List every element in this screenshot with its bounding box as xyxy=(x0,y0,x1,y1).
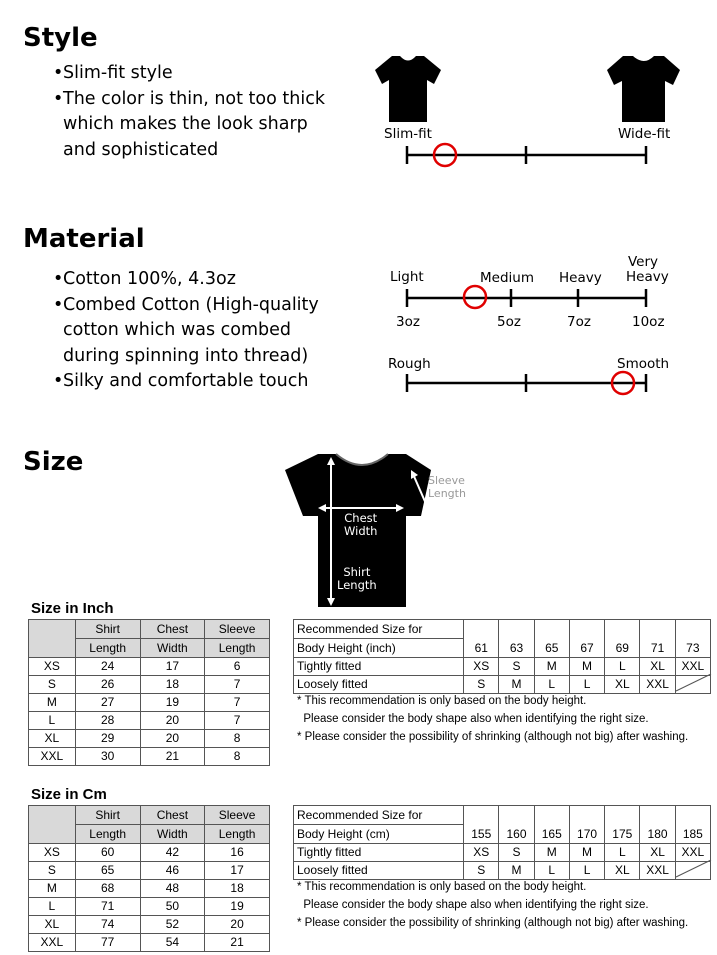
loose-label: Loosely fitted xyxy=(294,676,464,694)
table-row xyxy=(294,862,711,880)
value-cell: 17 xyxy=(140,658,205,676)
size-cell: M xyxy=(499,676,534,694)
size-cell: M xyxy=(29,694,76,712)
size-cell: S xyxy=(464,676,499,694)
col-chest-width-2: Width xyxy=(140,825,205,844)
height-cell: 65 xyxy=(534,620,569,658)
value-cell: 42 xyxy=(140,844,205,862)
size-cell: M xyxy=(534,658,569,676)
size-cell xyxy=(675,862,710,880)
table-row xyxy=(29,658,270,676)
col-sleeve-length: Sleeve xyxy=(205,806,270,825)
col-chest-width-2: Width xyxy=(140,639,205,658)
col-shirt-length-2: Length xyxy=(75,639,140,658)
size-cell: XL xyxy=(640,658,675,676)
height-cell: 69 xyxy=(605,620,640,658)
value-cell: 52 xyxy=(140,916,205,934)
style-bullet-2: • The color is thin, not too thick which makes the look sharp and sophisticated xyxy=(53,87,343,164)
value-cell: 17 xyxy=(205,862,270,880)
value-cell: 30 xyxy=(75,748,140,766)
table-row xyxy=(294,658,711,676)
col-chest-width: Chest xyxy=(140,806,205,825)
value-cell: 26 xyxy=(75,676,140,694)
tick-7oz: 7oz xyxy=(567,314,591,330)
value-cell: 46 xyxy=(140,862,205,880)
col-sleeve-length-2: Length xyxy=(205,825,270,844)
weight-scale xyxy=(406,286,647,308)
size-cell: XL xyxy=(640,844,675,862)
value-cell: 20 xyxy=(140,712,205,730)
tight-label: Tightly fitted xyxy=(294,844,464,862)
material-bullet-3: • Silky and comfortable touch xyxy=(53,369,333,395)
size-cell: L xyxy=(569,862,604,880)
rec-header-line1: Recommended Size for xyxy=(294,806,464,825)
tick-5oz: 5oz xyxy=(497,314,521,330)
value-cell: 21 xyxy=(205,934,270,952)
table-row xyxy=(29,934,270,952)
size-cell: XS xyxy=(29,658,76,676)
size-cell: XS xyxy=(464,844,499,862)
fit-scale xyxy=(406,144,647,166)
tight-label: Tightly fitted xyxy=(294,658,464,676)
value-cell: 8 xyxy=(205,748,270,766)
table-row xyxy=(29,862,270,880)
size-cell: XL xyxy=(29,730,76,748)
note-line: * This recommendation is only based on the body height. xyxy=(297,695,587,707)
value-cell: 7 xyxy=(205,694,270,712)
value-cell: 18 xyxy=(140,676,205,694)
size-cell: XS xyxy=(464,658,499,676)
col-sleeve-length: Sleeve xyxy=(205,620,270,639)
size-cell: XXL xyxy=(640,862,675,880)
notes-cm xyxy=(297,878,688,932)
col-shirt-length: Shirt xyxy=(75,806,140,825)
rough-label: Rough xyxy=(388,356,431,372)
value-cell: 74 xyxy=(75,916,140,934)
recommend-table-inch xyxy=(293,619,711,694)
value-cell: 54 xyxy=(140,934,205,952)
size-cell: L xyxy=(534,676,569,694)
value-cell: 24 xyxy=(75,658,140,676)
material-bullets xyxy=(53,267,333,395)
height-cell: 170 xyxy=(569,806,604,844)
value-cell: 19 xyxy=(205,898,270,916)
value-cell: 7 xyxy=(205,676,270,694)
rec-header-line2: Body Height (inch) xyxy=(294,639,464,658)
size-cell: M xyxy=(29,880,76,898)
shirt-length-label: Shirt Length xyxy=(337,565,377,592)
table-row xyxy=(29,712,270,730)
size-cell: S xyxy=(29,676,76,694)
style-bullet-1: • Slim-fit style xyxy=(53,61,343,87)
size-cell: XS xyxy=(29,844,76,862)
size-cell: L xyxy=(29,712,76,730)
smooth-label: Smooth xyxy=(617,356,670,372)
size-cell: XL xyxy=(605,862,640,880)
table-row xyxy=(294,676,711,694)
notes-inch xyxy=(297,692,688,746)
style-heading: Style xyxy=(23,23,98,53)
size-cell: XXL xyxy=(675,844,710,862)
table-row xyxy=(29,676,270,694)
slim-fit-label: Slim-fit xyxy=(384,126,432,142)
note-line: Please consider the body shape also when identifying the right size. xyxy=(297,899,649,911)
note-line: * Please consider the possibility of shrinking (although not big) after washing. xyxy=(297,917,689,929)
value-cell: 20 xyxy=(140,730,205,748)
height-cell: 155 xyxy=(464,806,499,844)
table-row xyxy=(29,844,270,862)
table-row xyxy=(29,880,270,898)
value-cell: 16 xyxy=(205,844,270,862)
table-row xyxy=(29,730,270,748)
size-heading: Size xyxy=(23,447,84,477)
size-cell: M xyxy=(534,844,569,862)
height-cell: 185 xyxy=(675,806,710,844)
size-cell: XXL xyxy=(29,934,76,952)
height-cell: 160 xyxy=(499,806,534,844)
rec-header-line2: Body Height (cm) xyxy=(294,825,464,844)
table-row xyxy=(29,748,270,766)
col-sleeve-length-2: Length xyxy=(205,639,270,658)
tick-10oz: 10oz xyxy=(632,314,665,330)
size-cell: M xyxy=(569,658,604,676)
corner-cell xyxy=(29,806,76,844)
very-heavy-label-line1: Very xyxy=(628,254,659,270)
size-cell: L xyxy=(534,862,569,880)
size-cell: XL xyxy=(29,916,76,934)
size-in-inch-title: Size in Inch xyxy=(31,600,114,617)
size-cell: L xyxy=(605,658,640,676)
light-label: Light xyxy=(390,269,424,285)
value-cell: 48 xyxy=(140,880,205,898)
value-cell: 6 xyxy=(205,658,270,676)
size-table-inch xyxy=(28,619,270,766)
tick-3oz: 3oz xyxy=(396,314,420,330)
rec-header-line1: Recommended Size for xyxy=(294,620,464,639)
height-cell: 71 xyxy=(640,620,675,658)
value-cell: 71 xyxy=(75,898,140,916)
size-in-cm-title: Size in Cm xyxy=(31,786,107,803)
height-cell: 63 xyxy=(499,620,534,658)
col-chest-width: Chest xyxy=(140,620,205,639)
size-cell: S xyxy=(499,658,534,676)
size-cell: XXL xyxy=(675,658,710,676)
height-cell: 165 xyxy=(534,806,569,844)
table-row xyxy=(29,898,270,916)
table-row xyxy=(29,916,270,934)
value-cell: 19 xyxy=(140,694,205,712)
sleeve-length-label: Sleeve Length xyxy=(428,474,466,500)
loose-label: Loosely fitted xyxy=(294,862,464,880)
value-cell: 68 xyxy=(75,880,140,898)
value-cell: 28 xyxy=(75,712,140,730)
corner-cell xyxy=(29,620,76,658)
size-cell: M xyxy=(499,862,534,880)
medium-label: Medium xyxy=(480,270,534,286)
height-cell: 67 xyxy=(569,620,604,658)
value-cell: 20 xyxy=(205,916,270,934)
value-cell: 29 xyxy=(75,730,140,748)
material-heading: Material xyxy=(23,224,145,254)
size-cell: M xyxy=(569,844,604,862)
height-cell: 73 xyxy=(675,620,710,658)
value-cell: 8 xyxy=(205,730,270,748)
size-cell: XXL xyxy=(29,748,76,766)
material-bullet-1: • Cotton 100%, 4.3oz xyxy=(53,267,333,293)
chest-width-label: Chest Width xyxy=(344,511,378,538)
height-cell: 180 xyxy=(640,806,675,844)
note-line: * Please consider the possibility of shrinking (although not big) after washing. xyxy=(297,731,689,743)
size-cell: S xyxy=(464,862,499,880)
value-cell: 77 xyxy=(75,934,140,952)
size-cell: XXL xyxy=(640,676,675,694)
value-cell: 21 xyxy=(140,748,205,766)
size-cell: XL xyxy=(605,676,640,694)
touch-scale xyxy=(406,372,647,394)
size-table-cm xyxy=(28,805,270,952)
wide-fit-shirt-icon xyxy=(607,56,680,122)
note-line: * This recommendation is only based on the body height. xyxy=(297,881,587,893)
size-cell: L xyxy=(29,898,76,916)
size-cell: S xyxy=(499,844,534,862)
height-cell: 175 xyxy=(605,806,640,844)
col-shirt-length: Shirt xyxy=(75,620,140,639)
col-shirt-length-2: Length xyxy=(75,825,140,844)
wide-fit-label: Wide-fit xyxy=(618,126,671,142)
slim-fit-shirt-icon xyxy=(375,56,441,122)
size-cell: L xyxy=(569,676,604,694)
size-cell: S xyxy=(29,862,76,880)
height-cell: 61 xyxy=(464,620,499,658)
value-cell: 7 xyxy=(205,712,270,730)
value-cell: 27 xyxy=(75,694,140,712)
very-heavy-label-line2: Heavy xyxy=(626,269,669,285)
table-row xyxy=(294,844,711,862)
value-cell: 50 xyxy=(140,898,205,916)
table-row xyxy=(29,694,270,712)
material-bullet-2: • Combed Cotton (High-quality cotton which was combed during spinning into thread) xyxy=(53,293,333,370)
note-line: Please consider the body shape also when identifying the right size. xyxy=(297,713,649,725)
size-cell xyxy=(675,676,710,694)
value-cell: 60 xyxy=(75,844,140,862)
recommend-table-cm xyxy=(293,805,711,880)
value-cell: 18 xyxy=(205,880,270,898)
value-cell: 65 xyxy=(75,862,140,880)
size-cell: L xyxy=(605,844,640,862)
heavy-label: Heavy xyxy=(559,270,602,286)
